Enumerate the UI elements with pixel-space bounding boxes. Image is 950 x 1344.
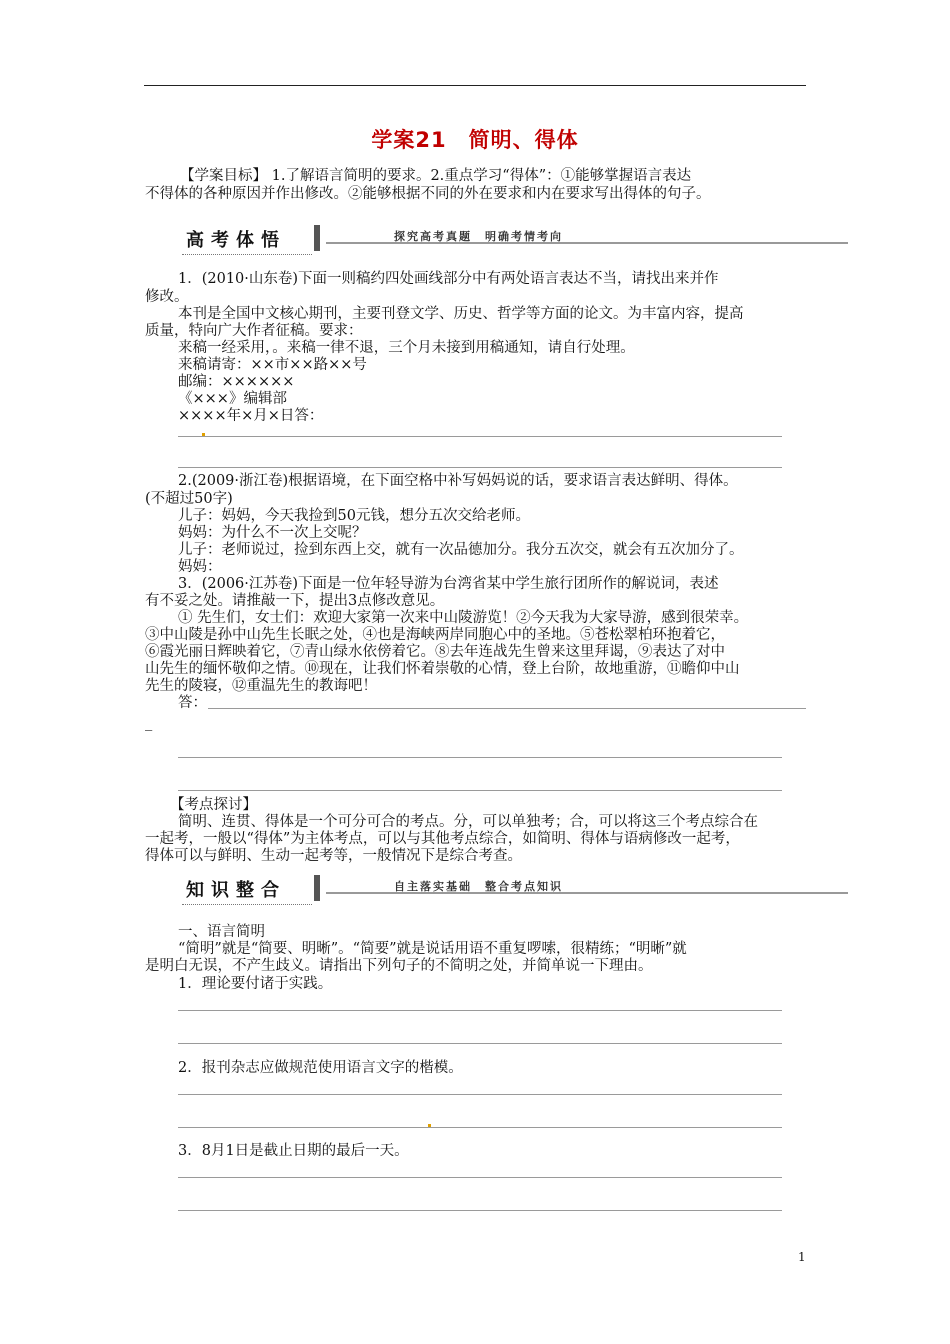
banner-label: 高考体悟 — [186, 230, 286, 251]
answer-line[interactable] — [178, 1010, 782, 1011]
q3-line: ① 先生们，女士们：欢迎大家第一次来中山陵游览！②今天我为大家导游，感到很荣幸。 — [178, 610, 749, 626]
answer-dash: _ — [145, 715, 153, 731]
banner-underline — [182, 254, 312, 255]
kaodian-line: 一起考，一般以“得体”为主体考点，可以与其他考点综合，如简明、得体与语病修改一起考， — [145, 831, 740, 847]
answer-line[interactable] — [178, 1177, 782, 1178]
banner-bar — [314, 875, 320, 901]
q1-line: 《×××》编辑部 — [178, 391, 287, 407]
page-title: 学案21 简明、得体 — [371, 128, 579, 152]
q2-line: (不超过50字) — [145, 491, 233, 507]
q2-line: 儿子：老师说过，捡到东西上交，就有一次品德加分。我分五次交，就会有五次加分了。 — [178, 542, 744, 558]
exercise-item: 1．理论要付诸于实践。 — [178, 976, 333, 992]
banner-zhishi — [146, 875, 848, 907]
section-heading: 一、语言简明 — [178, 924, 265, 940]
q3-line: ③中山陵是孙中山先生长眠之处，④也是海峡两岸同胞心中的圣地。⑤苍松翠柏环抱着它， — [145, 627, 725, 643]
answer-line[interactable] — [178, 1127, 782, 1128]
q3-line: 有不妥之处。请推敲一下，提出3点修改意见。 — [145, 593, 445, 609]
marker-dot — [428, 1124, 431, 1127]
q2-line: 妈妈：为什么不一次上交呢？ — [178, 525, 367, 541]
answer-line[interactable] — [178, 1094, 782, 1095]
q1-line: 邮编：×××××× — [178, 374, 295, 390]
q2-line: 2.(2009·浙江卷)根据语境，在下面空格中补写妈妈说的话，要求语言表达鲜明、得体。 — [178, 473, 738, 489]
kaodian-heading: 【考点探讨】 — [170, 797, 257, 813]
objectives-line-2: 不得体的各种原因并作出修改。②能够根据不同的外在要求和内在要求写出得体的句子。 — [145, 186, 711, 202]
q1-line: 修改。 — [145, 289, 189, 305]
q1-line: 来稿请寄：××市××路××号 — [178, 357, 367, 373]
answer-line[interactable] — [178, 1210, 782, 1211]
exercise-item: 2．报刊杂志应做规范使用语言文字的楷模。 — [178, 1060, 463, 1076]
q2-line: 妈妈： — [178, 559, 222, 575]
banner-label: 知识整合 — [186, 880, 286, 901]
q3-answer-label: 答： — [178, 695, 207, 711]
answer-line[interactable] — [208, 708, 806, 709]
banner-tag: 自主落实基础 整合考点知识 — [394, 880, 563, 893]
q1-line: 本刊是全国中文核心期刊，主要刊登文学、历史、哲学等方面的论文。为丰富内容，提高 — [178, 306, 744, 322]
kaodian-line: 简明、连贯、得体是一个可分可合的考点。分，可以单独考；合，可以将这三个考点综合在 — [178, 814, 758, 830]
banner-tag: 探究高考真题 明确考情考向 — [394, 230, 563, 243]
kaodian-line: 得体可以与鲜明、生动一起考等，一般情况下是综合考查。 — [145, 848, 522, 864]
answer-line[interactable] — [178, 436, 782, 437]
header-rule — [144, 85, 806, 86]
objectives-line-1: 【学案目标】 1.了解语言简明的要求。2.重点学习“得体”：①能够掌握语言表达 — [180, 168, 692, 184]
page-number: 1 — [798, 1250, 806, 1264]
q3-line: 山先生的缅怀敬仰之情。⑩现在，让我们怀着崇敬的心情，登上台阶，故地重游，⑪瞻仰中山 — [145, 661, 740, 677]
marker-dot — [202, 433, 205, 436]
answer-line[interactable] — [178, 790, 782, 791]
section-line: “简明”就是“简要、明晰”。“简要”就是说话用语不重复啰嗦，很精练；“明晰”就 — [178, 941, 687, 957]
answer-line[interactable] — [178, 1043, 782, 1044]
answer-line[interactable] — [178, 757, 782, 758]
q1-line: 1．(2010·山东卷)下面一则稿约四处画线部分中有两处语言表达不当，请找出来并作 — [178, 271, 719, 287]
answer-line[interactable] — [178, 467, 782, 468]
q1-line: 质量，特向广大作者征稿。要求： — [145, 323, 363, 339]
q1-line: ××××年×月×日答： — [178, 408, 324, 424]
section-line: 是明白无误，不产生歧义。请指出下列句子的不简明之处，并简单说一下理由。 — [145, 958, 653, 974]
q3-line: 3．(2006·江苏卷)下面是一位年轻导游为台湾省某中学生旅行团所作的解说词，表述 — [178, 576, 719, 592]
exercise-item: 3．8月1日是截止日期的最后一天。 — [178, 1143, 409, 1159]
q3-line: ⑥霞光丽日辉映着它，⑦青山绿水依傍着它。⑧去年连战先生曾来这里拜谒，⑨表达了对中 — [145, 644, 725, 660]
q2-line: 儿子：妈妈，今天我捡到50元钱，想分五次交给老师。 — [178, 508, 530, 524]
banner-underline — [182, 904, 312, 905]
banner-gaokao — [146, 225, 848, 257]
q1-line: 来稿一经采用，。来稿一律不退，三个月未接到用稿通知，请自行处理。 — [178, 340, 635, 356]
q3-line: 先生的陵寝，⑫重温先生的教诲吧！ — [145, 678, 377, 694]
banner-bar — [314, 225, 320, 251]
